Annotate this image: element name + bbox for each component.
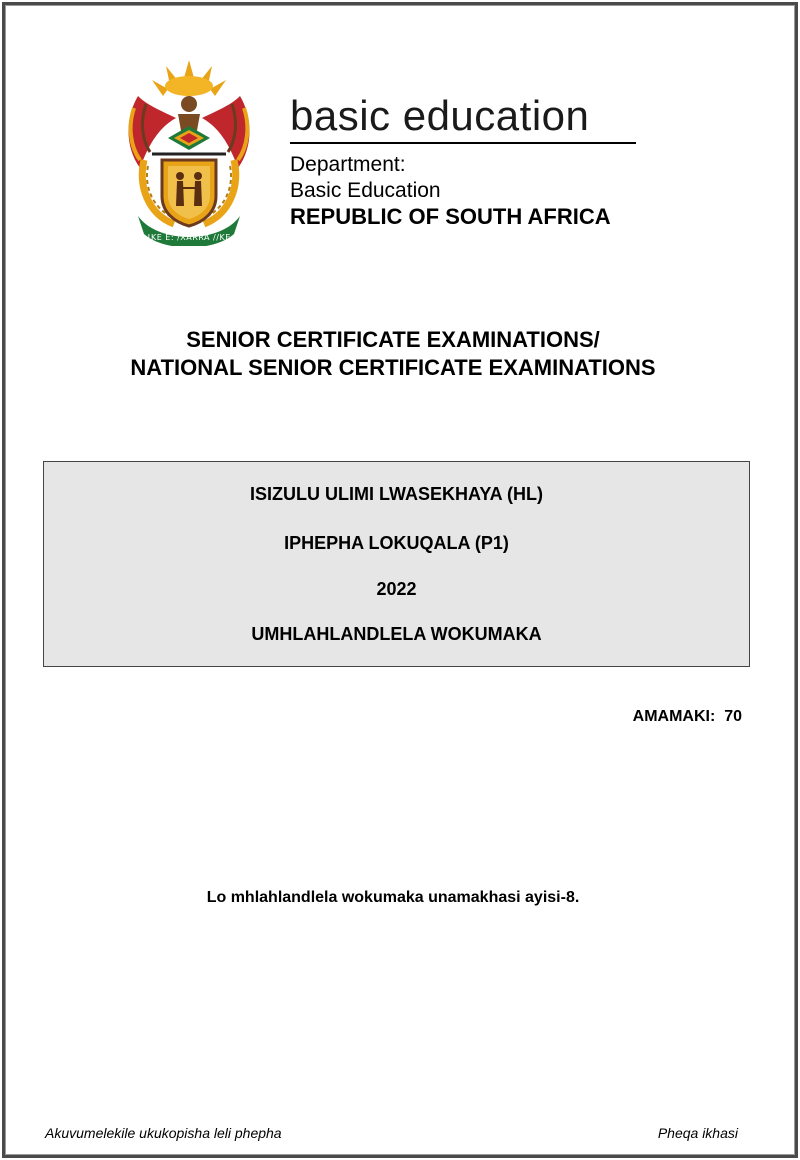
page-count-note: Lo mhlahlandlela wokumaka unamakhasi ayisi-8. xyxy=(206,889,580,906)
coat-of-arms-logo xyxy=(118,56,260,246)
brand-underline xyxy=(290,142,636,144)
turn-page-note: Pheqa ikhasi xyxy=(657,1125,738,1141)
department-name: Basic Education xyxy=(290,179,441,202)
department-header xyxy=(290,92,640,230)
exam-title xyxy=(0,326,786,382)
brand-name: basic education xyxy=(290,92,590,139)
subject-title: ISIZULU ULIMI LWASEKHAYA (HL) xyxy=(249,484,543,504)
exam-title-line-2: NATIONAL SENIOR CERTIFICATE EXAMINATIONS xyxy=(130,355,656,380)
document-type: UMHLAHLANDLELA WOKUMAKA xyxy=(251,624,542,644)
paper-number: IPHEPHA LOKUQALA (P1) xyxy=(284,533,509,553)
crest-motto: !KE E: /XARRA //KE xyxy=(147,233,231,242)
copyright-notice: Akuvumelekile ukukopisha leli phepha xyxy=(45,1125,282,1141)
country-name: REPUBLIC OF SOUTH AFRICA xyxy=(290,204,611,229)
department-label: Department: xyxy=(290,153,406,176)
total-marks: AMAMAKI: 70 xyxy=(632,708,742,725)
exam-year: 2022 xyxy=(376,579,417,599)
paper-info-box xyxy=(43,461,750,667)
exam-title-line-1: SENIOR CERTIFICATE EXAMINATIONS/ xyxy=(186,327,600,352)
